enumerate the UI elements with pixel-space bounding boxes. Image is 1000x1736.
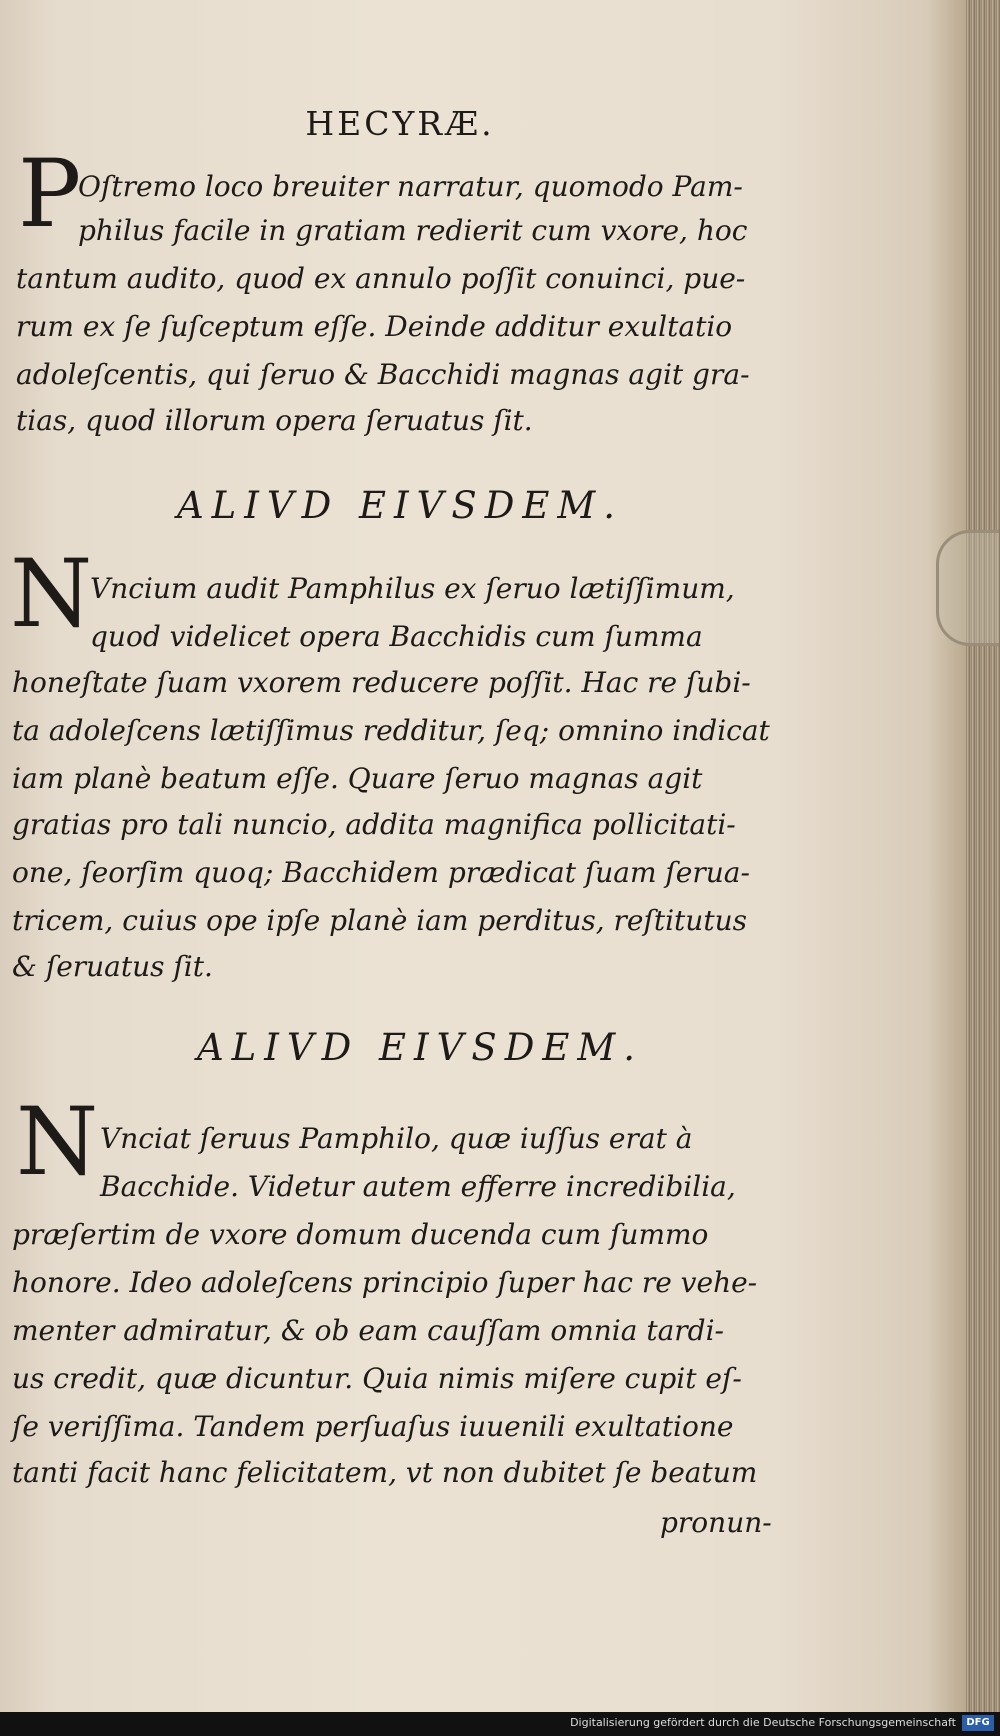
- text-line: menter admiratur, & ob eam cauſſam omnia tardi-: [12, 1314, 725, 1347]
- text-line: philus facile in gratiam redierit cum vxore, hoc: [78, 214, 748, 247]
- text-line: tias, quod illorum opera ſeruatus ſit.: [16, 404, 533, 437]
- text-line: Vncium audit Pamphilus ex ſeruo lætiſſimum,: [90, 572, 735, 605]
- text-line: ſe veriſſima. Tandem perſuaſus iuuenili exultatione: [12, 1410, 734, 1443]
- text-line: præſertim de vxore domum ducenda cum ſummo: [12, 1218, 709, 1251]
- book-page-edges: [966, 0, 1000, 1712]
- text-line: quod videlicet opera Bacchidis cum ſumma: [90, 620, 703, 653]
- text-line: tantum audito, quod ex annulo poſſit conuinci, pue-: [16, 262, 746, 295]
- text-line: ta adoleſcens lætiſſimus redditur, ſeq; omnino indicat: [12, 714, 770, 747]
- text-line: Bacchide. Videtur autem efferre incredibilia,: [100, 1170, 736, 1203]
- book-clasp-mark: [936, 530, 999, 646]
- text-line: us credit, quæ dicuntur. Quia nimis miſere cupit eſ-: [12, 1362, 742, 1395]
- text-line: tanti facit hanc felicitatem, vt non dubitet ſe beatum: [12, 1456, 758, 1489]
- text-line: tricem, cuius ope ipſe planè iam perditus, reſtitutus: [12, 904, 747, 937]
- text-line: rum ex ſe ſuſceptum eſſe. Deinde additur exultatio: [16, 310, 733, 343]
- dropcap-n: N: [16, 1088, 99, 1197]
- text-line: honore. Ideo adoleſcens principio ſuper hac re vehe-: [12, 1266, 758, 1299]
- text-line: iam planè beatum eſſe. Quare ſeruo magnas agit: [12, 762, 703, 795]
- text-line: gratias pro tali nuncio, addita magnifica pollicitati-: [12, 808, 736, 841]
- running-head: HECYRÆ.: [305, 104, 495, 143]
- text-line: one, ſeorſim quoq; Bacchidem prædicat ſuam ſerua-: [12, 856, 750, 889]
- catchword: pronun-: [660, 1506, 772, 1539]
- dfg-logo: DFG: [962, 1715, 994, 1731]
- section-title: ALIVD EIVSDEM.: [176, 484, 624, 527]
- text-line: & ſeruatus ſit.: [12, 950, 213, 983]
- text-line: adoleſcentis, qui ſeruo & Bacchidi magnas agit gra-: [16, 358, 750, 391]
- dropcap-p: P: [18, 140, 82, 249]
- text-line: Oſtremo loco breuiter narratur, quomodo Pam-: [78, 170, 743, 203]
- digitization-credit: Digitalisierung gefördert durch die Deutsche Forschungsgemeinschaft: [570, 1716, 956, 1729]
- dropcap-n: N: [10, 540, 93, 649]
- section-title: ALIVD EIVSDEM.: [196, 1026, 644, 1069]
- text-line: Vnciat ſeruus Pamphilo, quæ iuſſus erat à: [100, 1122, 693, 1155]
- text-line: honeſtate ſuam vxorem reducere poſſit. Hac re ſubi-: [12, 666, 751, 699]
